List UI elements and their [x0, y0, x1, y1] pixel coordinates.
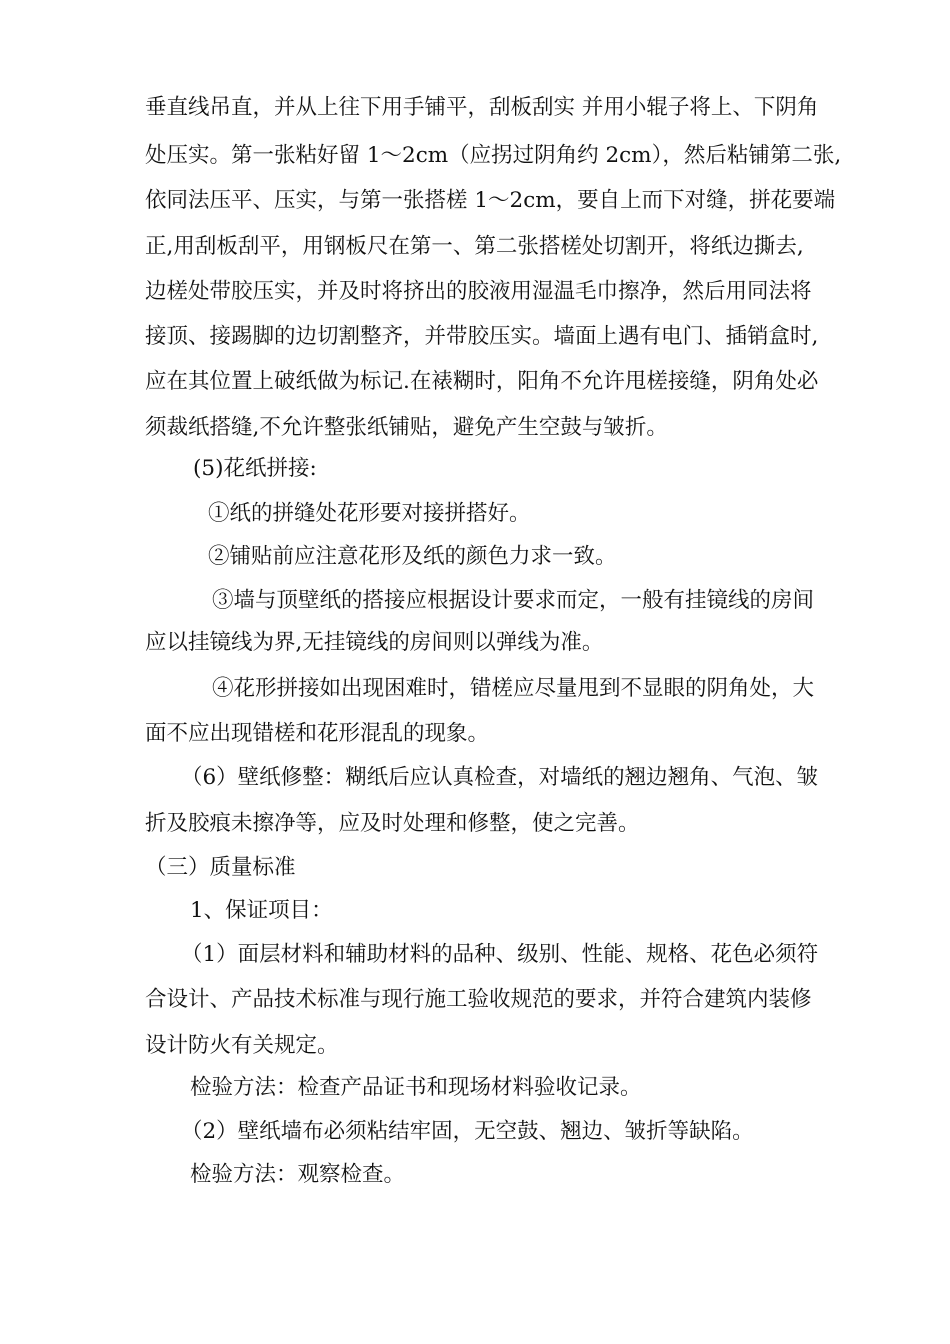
subheading-guarantee: 1、保证项目： [190, 898, 333, 923]
section-heading-quality: （三）质量标准 [145, 855, 296, 880]
section-heading-trimming: （6）壁纸修整：糊纸后应认真检查，对墙纸的翘边翘角、气泡、皱 [181, 765, 819, 790]
item-1-line-2: 合设计、产品技术标准与现行施工验收规范的要求，并符合建筑内装修 [145, 987, 812, 1012]
inspection-method-1: 检验方法：检查产品证书和现场材料验收记录。 [190, 1075, 642, 1100]
text-line-8: 须裁纸搭缝,不允许整张纸铺贴，避免产生空鼓与皱折。 [145, 415, 668, 440]
text-line-7: 应在其位置上破纸做为标记.在裱糊时，阳角不允许甩槎接缝，阴角处必 [145, 369, 819, 394]
list-item-3: ③墙与顶壁纸的搭接应根据设计要求而定，一般有挂镜线的房间 [212, 588, 815, 613]
text-line-15: 面不应出现错槎和花形混乱的现象。 [145, 721, 490, 746]
list-item-4: ④花形拼接如出现困难时，错槎应尽量甩到不显眼的阴角处，大 [212, 676, 815, 701]
list-item-1: ①纸的拼缝处花形要对接拼搭好。 [208, 501, 531, 526]
item-1-line-1: （1）面层材料和辅助材料的品种、级别、性能、规格、花色必须符 [181, 942, 819, 967]
text-line-4: 正,用刮板刮平，用钢板尺在第一、第二张搭槎处切割开，将纸边撕去, [145, 234, 804, 259]
text-line-1: 垂直线吊直，并从上往下用手铺平，刮板刮实 并用小辊子将上、下阴角 [145, 95, 819, 120]
text-line-6: 接顶、接踢脚的边切割整齐，并带胶压实。墙面上遇有电门、插销盒时, [145, 324, 819, 349]
text-line-13: 应以挂镜线为界,无挂镜线的房间则以弹线为准。 [145, 630, 604, 655]
text-line-5: 边槎处带胶压实，并及时将挤出的胶液用湿温毛巾擦净，然后用同法将 [145, 279, 812, 304]
text-line-17: 折及胶痕未擦净等，应及时处理和修整，使之完善。 [145, 811, 640, 836]
section-heading-flower-paper: (5)花纸拼接: [193, 456, 317, 481]
text-line-3: 依同法压平、压实，与第一张搭槎 1～2cm，要自上而下对缝，拼花要端 [145, 188, 836, 213]
item-2-line-1: （2）壁纸墙布必须粘结牢固，无空鼓、翘边、皱折等缺陷。 [181, 1119, 754, 1144]
inspection-method-2: 检验方法：观察检查。 [190, 1162, 406, 1187]
list-item-2: ②铺贴前应注意花形及纸的颜色力求一致。 [208, 544, 617, 569]
text-line-2: 处压实。第一张粘好留 1～2cm（应拐过阴角约 2cm），然后粘铺第二张, [145, 143, 842, 168]
item-1-line-3: 设计防火有关规定。 [145, 1033, 339, 1058]
